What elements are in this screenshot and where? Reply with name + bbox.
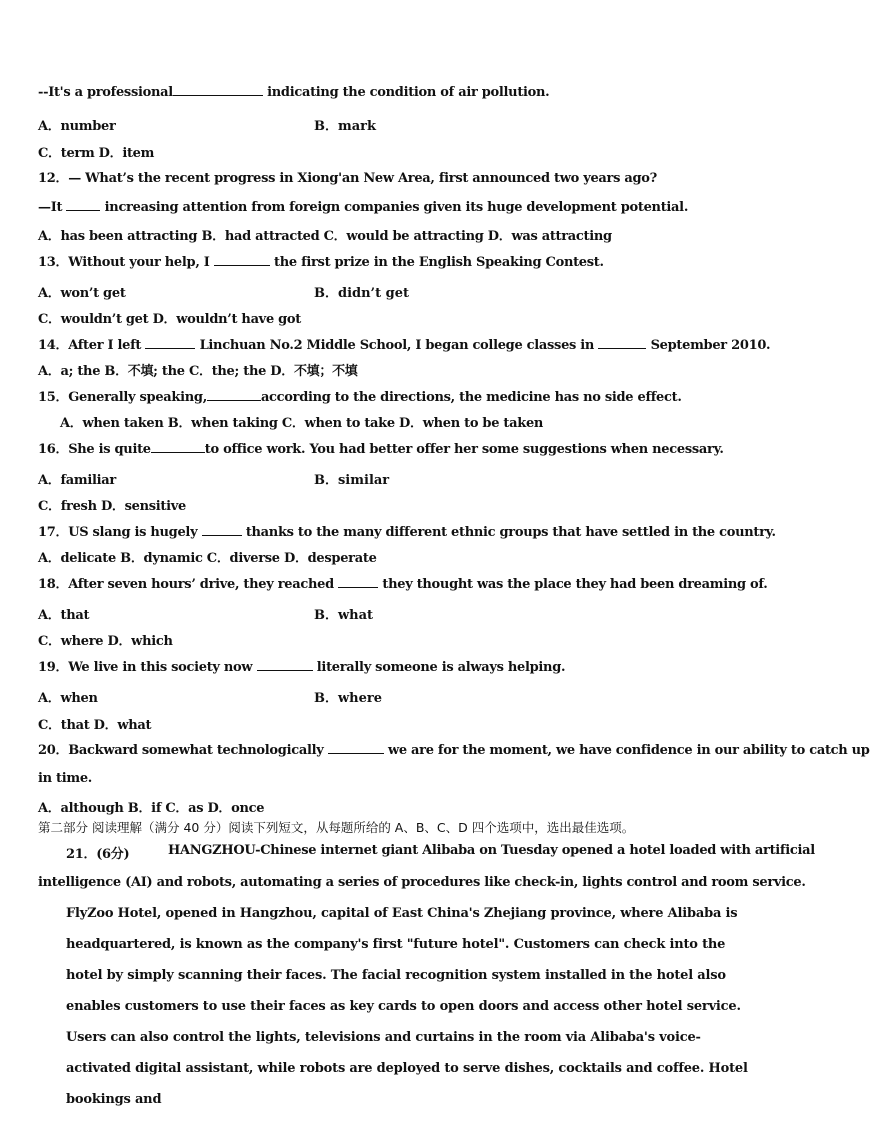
q13-option-a[interactable]: A．won’t get bbox=[38, 286, 126, 301]
q16-option-b[interactable]: B．similar bbox=[314, 473, 390, 488]
q17-blank[interactable] bbox=[202, 524, 242, 536]
q11-option-b[interactable]: B．mark bbox=[314, 119, 377, 134]
q18-stem-text-end: they thought was the place they had been dreaming of. bbox=[382, 577, 768, 592]
q12-blank[interactable] bbox=[66, 199, 100, 211]
q19-stem bbox=[38, 656, 565, 675]
q13-stem-text: 13．Without your help, I bbox=[38, 255, 210, 270]
q19-option-b[interactable]: B．where bbox=[314, 691, 383, 706]
section2-heading: 第二部分 阅读理解（满分 40 分）阅读下列短文，从每题所给的 A、B、C、D 四个选项中，选出最佳选项。 bbox=[38, 820, 635, 835]
q11-stem bbox=[38, 84, 549, 100]
q12-reply-text-end: increasing attention from foreign companies given its huge development potential. bbox=[104, 200, 689, 215]
q16-stem bbox=[38, 438, 724, 457]
q20-options[interactable]: A．although B．if C．as D．once bbox=[38, 801, 265, 816]
q13-blank[interactable] bbox=[214, 254, 270, 266]
q18-stem bbox=[38, 573, 767, 592]
q14-blank-2[interactable] bbox=[598, 337, 646, 349]
q21-para1-line1: HANGZHOU-Chinese internet giant Alibaba on Tuesday opened a hotel loaded with artificial bbox=[168, 843, 815, 858]
q15-stem-text-end: according to the directions, the medicine has no side effect. bbox=[260, 390, 682, 405]
q12-reply-text: —It bbox=[38, 200, 63, 215]
q21-label: 21．(6分) bbox=[66, 847, 130, 862]
q12-options[interactable]: A．has been attracting B．had attracted C．would be attracting D．was attracting bbox=[38, 229, 612, 244]
q18-option-b[interactable]: B．what bbox=[314, 608, 374, 623]
q20-stem-text: 20．Backward somewhat technologically bbox=[38, 743, 324, 758]
q17-stem bbox=[38, 521, 776, 540]
q18-stem-text: 18．After seven hours’ drive, they reached bbox=[38, 577, 334, 592]
q19-blank[interactable] bbox=[257, 659, 313, 671]
q19-stem-text-end: literally someone is always helping. bbox=[316, 660, 566, 675]
q20-blank[interactable] bbox=[328, 742, 384, 754]
q16-stem-text-end: to office work. You had better offer her some suggestions when necessary. bbox=[204, 442, 724, 457]
q15-options[interactable]: A．when taken B．when taking C．when to take D．when to be taken bbox=[60, 416, 544, 431]
q16-option-cd[interactable]: C．fresh D．sensitive bbox=[38, 499, 186, 514]
q15-stem bbox=[38, 386, 682, 405]
q20-stem-text-end: we are for the moment, we have confidence in our ability to catch up bbox=[387, 743, 870, 758]
q16-blank[interactable] bbox=[151, 441, 205, 453]
q14-stem-text-end: September 2010. bbox=[650, 338, 771, 353]
q13-stem bbox=[38, 251, 604, 270]
q12-stem: 12．— What’s the recent progress in Xiong'an New Area, first announced two years ago? bbox=[38, 171, 657, 186]
q15-stem-text: 15．Generally speaking, bbox=[38, 390, 207, 405]
q11-option-a[interactable]: A．number bbox=[38, 119, 116, 134]
q11-blank[interactable] bbox=[173, 84, 263, 96]
q17-stem-text: 17．US slang is hugely bbox=[38, 525, 198, 540]
q19-option-a[interactable]: A．when bbox=[38, 691, 98, 706]
q11-stem-text: --It's a professional bbox=[38, 85, 173, 100]
q21-para2: FlyZoo Hotel, opened in Hangzhou, capital of East China's Zhejiang province, where Alibaba is headquartered, is known as the company's first "future hotel". Customers can check into the hotel by simply scanning their faces. The facial recognition system installed in the hotel also enables customers to use their faces as key cards to open doors and access other hotel service. Users can also control the lights, televisions and curtains in the room via Alibaba's voice-activated digital assistant, while robots are deployed to serve dishes, cocktails and coffee. Hotel bookings and bbox=[66, 906, 748, 1107]
q18-blank[interactable] bbox=[338, 576, 378, 588]
q18-option-cd[interactable]: C．where D．which bbox=[38, 634, 173, 649]
q14-stem bbox=[38, 334, 770, 353]
q18-option-a[interactable]: A．that bbox=[38, 608, 90, 623]
q14-stem-text-mid: Linchuan No.2 Middle School, I began college classes in bbox=[199, 338, 595, 353]
q20-stem bbox=[38, 739, 870, 758]
q12-reply bbox=[38, 199, 688, 215]
q15-blank[interactable] bbox=[207, 389, 261, 401]
q13-option-b[interactable]: B．didn’t get bbox=[314, 286, 409, 301]
q11-stem-text-end: indicating the condition of air pollution. bbox=[267, 85, 550, 100]
q11-option-cd[interactable]: C．term D．item bbox=[38, 146, 155, 161]
q13-option-cd[interactable]: C．wouldn’t get D．wouldn’t have got bbox=[38, 312, 302, 327]
q16-option-a[interactable]: A．familiar bbox=[38, 473, 116, 488]
q16-stem-text: 16．She is quite bbox=[38, 442, 151, 457]
q13-stem-text-end: the first prize in the English Speaking Contest. bbox=[274, 255, 604, 270]
q14-stem-text: 14．After I left bbox=[38, 338, 142, 353]
q19-stem-text: 19．We live in this society now bbox=[38, 660, 253, 675]
q14-blank-1[interactable] bbox=[145, 337, 195, 349]
q20-stem-cont: in time. bbox=[38, 771, 93, 786]
q17-stem-text-end: thanks to the many different ethnic groups that have settled in the country. bbox=[245, 525, 776, 540]
q19-option-cd[interactable]: C．that D．what bbox=[38, 718, 152, 733]
q14-options[interactable]: A．a; the B．不填; the C．the; the D．不填；不填 bbox=[38, 364, 358, 379]
q17-options[interactable]: A．delicate B．dynamic C．diverse D．desperate bbox=[38, 551, 377, 566]
q21-para1-line2: intelligence (AI) and robots, automating a series of procedures like check-in, lights control and room service. bbox=[38, 875, 806, 890]
